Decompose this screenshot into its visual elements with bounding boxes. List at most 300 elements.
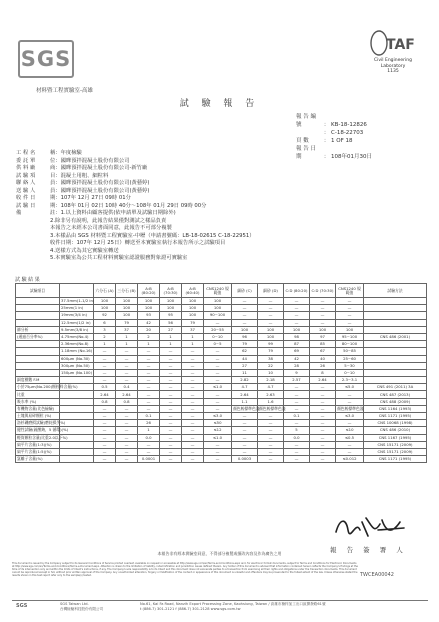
table-cell bbox=[364, 312, 427, 319]
row-sub bbox=[60, 377, 94, 384]
taf-line: Civil Engineering bbox=[374, 58, 412, 63]
row-sub: 150μm (No.100) bbox=[61, 369, 93, 375]
table-cell: — bbox=[94, 369, 116, 376]
table-cell: 100 bbox=[116, 305, 138, 312]
info-value: 位：國曄預拌混凝土股份有限公司 bbox=[50, 157, 130, 164]
table-cell: 1 bbox=[116, 341, 138, 348]
info-row bbox=[16, 150, 255, 158]
table-cell: — bbox=[310, 456, 336, 463]
table-cell: 79 bbox=[116, 319, 138, 326]
table-cell: — bbox=[138, 391, 160, 398]
table-cell: — bbox=[182, 362, 204, 369]
table-cell: — bbox=[284, 448, 310, 455]
table-cell: — bbox=[116, 377, 138, 384]
table-cell: 1 bbox=[138, 427, 160, 434]
table-cell: — bbox=[258, 441, 284, 448]
table-row bbox=[16, 398, 427, 405]
info-row bbox=[16, 180, 255, 188]
table-cell: — bbox=[182, 377, 204, 384]
meta-value: 108年01月30日 bbox=[331, 154, 372, 160]
table-cell: 100 bbox=[138, 298, 160, 305]
table-cell: 27 bbox=[232, 362, 258, 369]
row-item: 洛杉磯磨損試驗(磨耗損失%) bbox=[17, 420, 66, 426]
table-cell: — bbox=[204, 355, 232, 362]
info-label: 聯 絡 人 bbox=[16, 180, 36, 186]
table-cell: ≤1.0 bbox=[204, 384, 232, 391]
column-header: 六分石 (A) bbox=[94, 284, 116, 298]
table-cell: 2.18 bbox=[258, 377, 284, 384]
table-cell: 0.8 bbox=[94, 398, 116, 405]
row-item: 有機物含量(比色檢驗) bbox=[16, 405, 60, 412]
table-cell: — bbox=[310, 298, 336, 305]
table-cell: — bbox=[258, 305, 284, 312]
table-cell: CNS 1164 (1993) bbox=[364, 405, 427, 412]
column-header: C:D (80:20) bbox=[284, 284, 310, 298]
table-cell: — bbox=[284, 384, 310, 391]
table-cell: — bbox=[160, 369, 182, 376]
table-cell: 100 bbox=[160, 298, 182, 305]
table-cell: — bbox=[258, 456, 284, 463]
table-cell: — bbox=[160, 405, 182, 412]
row-item: 扁平片含量(1:3)(%) bbox=[16, 441, 60, 448]
table-cell bbox=[364, 355, 427, 362]
table-cell: — bbox=[138, 348, 160, 355]
table-cell: 100 bbox=[204, 298, 232, 305]
table-cell: CNS 1171 (1995) bbox=[364, 456, 427, 463]
table-cell: 100 bbox=[94, 305, 116, 312]
table-cell: CNS 15171 (2009) bbox=[364, 448, 427, 455]
info-row bbox=[16, 165, 255, 173]
table-cell: — bbox=[116, 348, 138, 355]
info-label: 收 件 日 bbox=[16, 195, 36, 201]
table-cell: — bbox=[258, 427, 284, 434]
table-cell: CNS 491 (2011) 3A bbox=[364, 384, 427, 391]
table-cell bbox=[364, 348, 427, 355]
table-cell: — bbox=[160, 377, 182, 384]
table-cell: — bbox=[310, 420, 336, 427]
table-cell: 28 bbox=[284, 362, 310, 369]
row-item bbox=[16, 369, 60, 376]
table-cell bbox=[364, 319, 427, 326]
table-cell: — bbox=[116, 427, 138, 434]
table-cell: — bbox=[116, 355, 138, 362]
table-cell: 100 bbox=[116, 298, 138, 305]
meta-row: 報 告 日 期 ： 108年01月30日 bbox=[296, 146, 372, 160]
row-item bbox=[16, 355, 60, 362]
table-cell: 2.64 bbox=[94, 391, 116, 398]
table-row bbox=[16, 312, 427, 319]
table-cell: 40 bbox=[310, 355, 336, 362]
table-cell: 100 bbox=[204, 305, 232, 312]
address-line: No.61, Kai Fa Road, Nanzih Export Processing Zone, Kaohsiung, Taiwan / 高雄市楠梓加工出口區開發路61號 bbox=[140, 602, 326, 606]
results-table bbox=[15, 283, 427, 463]
table-cell: — bbox=[182, 369, 204, 376]
report-info bbox=[16, 150, 255, 263]
info-label: 備 bbox=[16, 210, 22, 216]
row-sub bbox=[60, 448, 94, 455]
form-number: TWCEA00042 bbox=[360, 572, 394, 578]
table-cell: — bbox=[310, 319, 336, 326]
table-cell: — bbox=[160, 456, 182, 463]
info-value: 稱：年度檢驗 bbox=[50, 150, 82, 156]
table-cell: 顏色較標準色淺 bbox=[233, 405, 260, 411]
row-sub: 600μm (No.30) bbox=[60, 355, 94, 362]
row-item: (通過百分率%) bbox=[16, 333, 60, 340]
row-item: 輕質顆粒含量(比重2.0以下%) bbox=[17, 434, 68, 440]
table-cell: 69 bbox=[284, 348, 310, 355]
table-cell: 4.7 bbox=[258, 384, 284, 391]
info-row bbox=[16, 173, 255, 181]
info-row bbox=[16, 203, 255, 211]
row-item: 土塊與易碎顆粒 (%) bbox=[16, 413, 60, 420]
table-cell: 0.8 bbox=[116, 398, 138, 405]
table-cell: 2.3~3.1 bbox=[336, 377, 364, 384]
column-header: 三分石 (B) bbox=[116, 284, 138, 298]
meta-value: C-18-22703 bbox=[331, 130, 364, 136]
table-cell: — bbox=[310, 384, 336, 391]
table-row bbox=[16, 355, 427, 362]
table-cell: 1 bbox=[94, 341, 116, 348]
row-sub: 2.36mm(No.8) bbox=[60, 341, 94, 348]
table-cell: — bbox=[284, 319, 310, 326]
row-item: 細度模數 F.M bbox=[16, 377, 60, 384]
row-item bbox=[16, 341, 60, 348]
table-cell: 0.1 bbox=[138, 413, 160, 420]
table-cell: 4.7 bbox=[232, 384, 258, 391]
table-cell: 99 bbox=[258, 341, 284, 348]
table-cell: — bbox=[204, 377, 232, 384]
table-row bbox=[16, 305, 427, 312]
table-cell: 2 bbox=[94, 333, 116, 340]
table-cell: 0.5 bbox=[94, 384, 116, 391]
info-label: 試 驗 日 bbox=[16, 202, 36, 209]
row-item bbox=[16, 298, 60, 305]
table-cell: — bbox=[204, 319, 232, 326]
row-item bbox=[16, 362, 60, 369]
table-cell: 20 bbox=[138, 326, 160, 333]
table-cell: — bbox=[284, 298, 310, 305]
table-cell: 79 bbox=[182, 319, 204, 326]
meta-row: ： C-18-22703 bbox=[322, 130, 364, 136]
table-cell: 100 bbox=[182, 312, 204, 319]
column-header: 試驗方法 bbox=[364, 284, 427, 298]
meta-row: 報 告 編 號 ： KB-18-12826 bbox=[296, 114, 367, 128]
table-cell: 100 bbox=[336, 326, 364, 333]
table-cell: 1 bbox=[160, 333, 182, 340]
table-cell: — bbox=[310, 305, 336, 312]
info-value: 目：混凝土用粗、細粒料 bbox=[50, 172, 109, 179]
table-cell: 8 bbox=[310, 369, 336, 376]
table-cell: — bbox=[182, 413, 204, 420]
table-row bbox=[16, 420, 427, 427]
table-cell: — bbox=[138, 362, 160, 369]
footer-sgs-logo: SGS bbox=[16, 603, 28, 609]
row-item: 小於75μm(No.200)顆粒料含量(%) bbox=[17, 384, 78, 390]
table-cell: 37 bbox=[116, 326, 138, 333]
info-value: 註：1.以上資料由顧客提供(依申請單及試驗日期除外) bbox=[50, 210, 176, 216]
taf-caption bbox=[363, 58, 423, 75]
row-item: 比重 bbox=[16, 391, 60, 398]
table-cell: 1 bbox=[182, 333, 204, 340]
row-sub: 1.18mm (No.16) bbox=[61, 348, 93, 354]
table-cell: — bbox=[284, 405, 310, 412]
table-cell: — bbox=[182, 348, 204, 355]
table-cell: 2.64 bbox=[116, 391, 138, 398]
results-label: 試 驗 結 果 bbox=[15, 277, 40, 283]
table-cell: — bbox=[94, 427, 116, 434]
table-cell: 25~60 bbox=[336, 355, 364, 362]
table-cell: — bbox=[160, 448, 182, 455]
company-line: SGS Taiwan Ltd. bbox=[60, 602, 89, 606]
table-cell: — bbox=[204, 362, 232, 369]
meta-label: 頁 數 bbox=[296, 138, 309, 144]
table-cell: — bbox=[310, 434, 336, 441]
meta-row: 頁 數 ： 1 OF 18 bbox=[296, 138, 353, 144]
table-cell: — bbox=[232, 427, 258, 434]
table-cell: — bbox=[204, 398, 232, 405]
table-cell: — bbox=[116, 420, 138, 427]
info-value: 員：國曄預拌混凝土股份有限公司(黃藝婷) bbox=[50, 180, 150, 186]
row-sub: 9.5mm(3/8 in) bbox=[60, 326, 94, 333]
table-cell: — bbox=[204, 441, 232, 448]
info-note: 5.本實驗室為公共工程材料實驗室認證服務對象證可實驗室 bbox=[50, 255, 188, 261]
table-cell: — bbox=[116, 434, 138, 441]
table-cell: CNS 1171 (1995) bbox=[364, 413, 427, 420]
table-cell: — bbox=[336, 391, 364, 398]
table-cell: 2.82 bbox=[232, 377, 258, 384]
table-cell: 79 bbox=[258, 348, 284, 355]
table-cell: — bbox=[310, 427, 336, 434]
row-item bbox=[16, 348, 60, 355]
row-sub bbox=[60, 441, 94, 448]
table-cell: — bbox=[310, 391, 336, 398]
table-cell: 20~55 bbox=[204, 326, 232, 333]
table-cell: 92 bbox=[94, 312, 116, 319]
column-header: CNS1240 規範值 bbox=[336, 284, 364, 298]
table-cell: — bbox=[116, 413, 138, 420]
taf-line: 1135 bbox=[387, 69, 399, 74]
info-label: 試 驗 項 bbox=[16, 172, 36, 179]
table-row bbox=[16, 377, 427, 384]
table-cell: — bbox=[258, 420, 284, 427]
table-cell: 0.0 bbox=[138, 434, 160, 441]
table-cell: — bbox=[138, 355, 160, 362]
table-cell: — bbox=[204, 348, 232, 355]
table-cell: — bbox=[336, 298, 364, 305]
row-item: 篩分析 bbox=[16, 326, 60, 333]
table-cell: — bbox=[284, 305, 310, 312]
info-row bbox=[16, 195, 255, 203]
footer-divider bbox=[12, 600, 428, 601]
table-cell: 97 bbox=[310, 333, 336, 340]
table-cell: 100 bbox=[284, 326, 310, 333]
table-cell: 0.1 bbox=[284, 413, 310, 420]
table-cell bbox=[364, 341, 427, 348]
info-label: 工 程 名 bbox=[16, 150, 36, 156]
table-cell bbox=[364, 362, 427, 369]
table-row bbox=[16, 384, 427, 391]
meta-label: 報 告 日 期 bbox=[296, 146, 316, 160]
row-item bbox=[16, 319, 60, 326]
meta-value: KB-18-12826 bbox=[331, 122, 367, 128]
table-cell: 100 bbox=[138, 305, 160, 312]
table-cell: CNS 15171 (2009) bbox=[364, 441, 427, 448]
table-cell: 26 bbox=[138, 420, 160, 427]
table-cell: — bbox=[204, 391, 232, 398]
row-sub bbox=[60, 456, 94, 463]
table-row bbox=[16, 405, 427, 412]
table-cell bbox=[364, 369, 427, 376]
table-row bbox=[16, 441, 427, 448]
table-cell: — bbox=[94, 456, 116, 463]
svg-text:TAF: TAF bbox=[386, 37, 415, 53]
row-sub bbox=[60, 398, 94, 405]
table-cell: — bbox=[116, 405, 138, 412]
table-cell: 42 bbox=[284, 355, 310, 362]
table-cell: — bbox=[94, 377, 116, 384]
table-row bbox=[16, 348, 427, 355]
table-cell: — bbox=[232, 441, 258, 448]
table-cell: 44 bbox=[232, 355, 258, 362]
table-cell bbox=[364, 298, 427, 305]
table-cell: CNS 486 (2010) bbox=[364, 427, 427, 434]
table-cell: 100 bbox=[232, 326, 258, 333]
table-cell: — bbox=[182, 434, 204, 441]
table-row bbox=[16, 434, 427, 441]
table-cell: CNS 1167 (1995) bbox=[364, 434, 427, 441]
table-cell: — bbox=[94, 405, 116, 412]
table-cell: — bbox=[160, 384, 182, 391]
table-cell: 6 bbox=[94, 319, 116, 326]
report-title: 試 驗 報 告 bbox=[179, 99, 260, 109]
table-cell: — bbox=[116, 369, 138, 376]
table-row bbox=[16, 362, 427, 369]
column-header: 細砂 (D) bbox=[258, 284, 284, 298]
table-cell: 26 bbox=[310, 362, 336, 369]
table-cell: — bbox=[94, 355, 116, 362]
table-cell: 1 bbox=[160, 341, 182, 348]
table-cell: CNS 486 (2001) bbox=[364, 333, 427, 340]
table-cell: 顏色較標準色淺 bbox=[337, 405, 364, 411]
table-cell: — bbox=[138, 384, 160, 391]
row-sub: 300μm (No.50) bbox=[60, 362, 94, 369]
table-cell: — bbox=[258, 319, 284, 326]
table-row bbox=[16, 333, 427, 340]
table-cell: — bbox=[310, 441, 336, 448]
table-cell: — bbox=[284, 312, 310, 319]
table-cell: — bbox=[160, 420, 182, 427]
table-cell: 11 bbox=[232, 369, 258, 376]
table-row bbox=[16, 319, 427, 326]
table-cell: — bbox=[284, 420, 310, 427]
company-line: 台灣檢驗科技股份有限公司 bbox=[60, 607, 104, 611]
row-sub: 4.75mm(No.4) bbox=[60, 333, 94, 340]
table-cell: — bbox=[94, 362, 116, 369]
table-cell: — bbox=[204, 369, 232, 376]
table-cell: 95 bbox=[160, 312, 182, 319]
table-cell: 1 bbox=[116, 333, 138, 340]
table-cell: — bbox=[182, 441, 204, 448]
row-item: 吸水率 (%) bbox=[16, 398, 60, 405]
table-cell: 100 bbox=[94, 298, 116, 305]
table-cell: — bbox=[160, 427, 182, 434]
table-cell: CNS 488 (2009) bbox=[364, 398, 427, 405]
row-item bbox=[16, 312, 60, 319]
table-cell: — bbox=[182, 384, 204, 391]
table-cell: — bbox=[336, 319, 364, 326]
table-cell: — bbox=[336, 312, 364, 319]
table-row bbox=[16, 391, 427, 398]
table-cell: 5 bbox=[284, 427, 310, 434]
column-header: 細砂 (C) bbox=[232, 284, 258, 298]
table-cell: — bbox=[160, 362, 182, 369]
table-cell: ≤0.5 bbox=[336, 434, 364, 441]
table-cell: 50~85 bbox=[336, 348, 364, 355]
table-cell: — bbox=[94, 413, 116, 420]
table-cell: — bbox=[160, 413, 182, 420]
table-cell: — bbox=[94, 441, 116, 448]
table-cell: — bbox=[232, 434, 258, 441]
table-row bbox=[16, 413, 427, 420]
table-cell: — bbox=[284, 456, 310, 463]
table-row bbox=[16, 341, 427, 348]
table-cell: 3 bbox=[94, 326, 116, 333]
table-cell: 0.0003 bbox=[232, 456, 258, 463]
table-cell: — bbox=[232, 298, 258, 305]
table-cell: 100 bbox=[258, 326, 284, 333]
table-cell: 2.64 bbox=[310, 377, 336, 384]
table-cell: — bbox=[310, 312, 336, 319]
info-row bbox=[16, 210, 255, 218]
table-cell: — bbox=[182, 398, 204, 405]
table-cell: 62 bbox=[232, 348, 258, 355]
table-cell: — bbox=[182, 405, 204, 412]
department-name: 材料暨工程實驗室-高雄 bbox=[36, 88, 93, 94]
info-note: 收件日期：107年 12月 25日）轉送至本實驗室執行本報告所示之試驗項目 bbox=[50, 240, 226, 246]
table-cell: 22 bbox=[258, 362, 284, 369]
table-cell: 100 bbox=[116, 312, 138, 319]
table-cell: 100 bbox=[182, 298, 204, 305]
table-cell: — bbox=[138, 405, 160, 412]
disclaimer-text: This document is issued by the Company subject to its General Conditions of Service printed overleaf, available on request or accessible at http://www.sgs.com/en/Terms-and-Conditions.aspx and, for electronic format documents, subject to Terms and Conditions for Electronic Documents at http://www.sgs.com/en/Terms-and-Conditions/Terms-e-Document.aspx. Attention is drawn to the limitation of liability, indemnification and jurisdiction issues defined therein. Any holder of this document is advised that information contained hereon reflects the Company's findings at the time of its intervention only and within the limits of Client's instructions, if any. The Company's sole responsibility is to its Client and this document does not exonerate parties to a transaction from exercising all their rights and obligations under the transaction documents. This document cannot be reproduced except in full, without prior written approval of the Company. Any unauthorized alteration, forgery or falsification of the content or appearance of this document is unlawful and offenders may be prosecuted to the fullest extent of the law. Unless otherwise stated the results shown in this test report refer only to the sample(s) tested. bbox=[12, 562, 358, 577]
table-cell: — bbox=[116, 448, 138, 455]
table-cell: 1.1 bbox=[232, 398, 258, 405]
table-cell: — bbox=[336, 398, 364, 405]
table-cell: — bbox=[116, 456, 138, 463]
signature-image bbox=[330, 512, 410, 542]
row-sub: 12.5mm(1/2 in) bbox=[60, 319, 94, 326]
info-value: 期：108年 01月 02日 10時 40分～108年 01月 29日 09時 00分 bbox=[50, 202, 207, 209]
row-sub bbox=[60, 391, 94, 398]
info-row bbox=[16, 188, 255, 196]
table-cell: 85 bbox=[310, 341, 336, 348]
table-cell: 100 bbox=[310, 326, 336, 333]
table-cell: — bbox=[310, 405, 336, 412]
table-cell: — bbox=[160, 391, 182, 398]
table-cell: — bbox=[138, 369, 160, 376]
table-cell: 0.4 bbox=[116, 384, 138, 391]
info-value: 期：107年 12月 27日 09時 01分 bbox=[50, 195, 131, 201]
row-sub: 25mm(1 in) bbox=[60, 305, 94, 312]
table-cell: — bbox=[94, 348, 116, 355]
table-cell: — bbox=[116, 441, 138, 448]
info-row bbox=[16, 158, 255, 166]
table-cell: 37 bbox=[182, 326, 204, 333]
column-header: 試驗項目 bbox=[16, 284, 60, 298]
info-note: 4.送樣方式為其它實驗室轉送 bbox=[50, 247, 119, 254]
info-label: 送 驗 人 bbox=[16, 187, 36, 194]
table-cell: — bbox=[160, 398, 182, 405]
